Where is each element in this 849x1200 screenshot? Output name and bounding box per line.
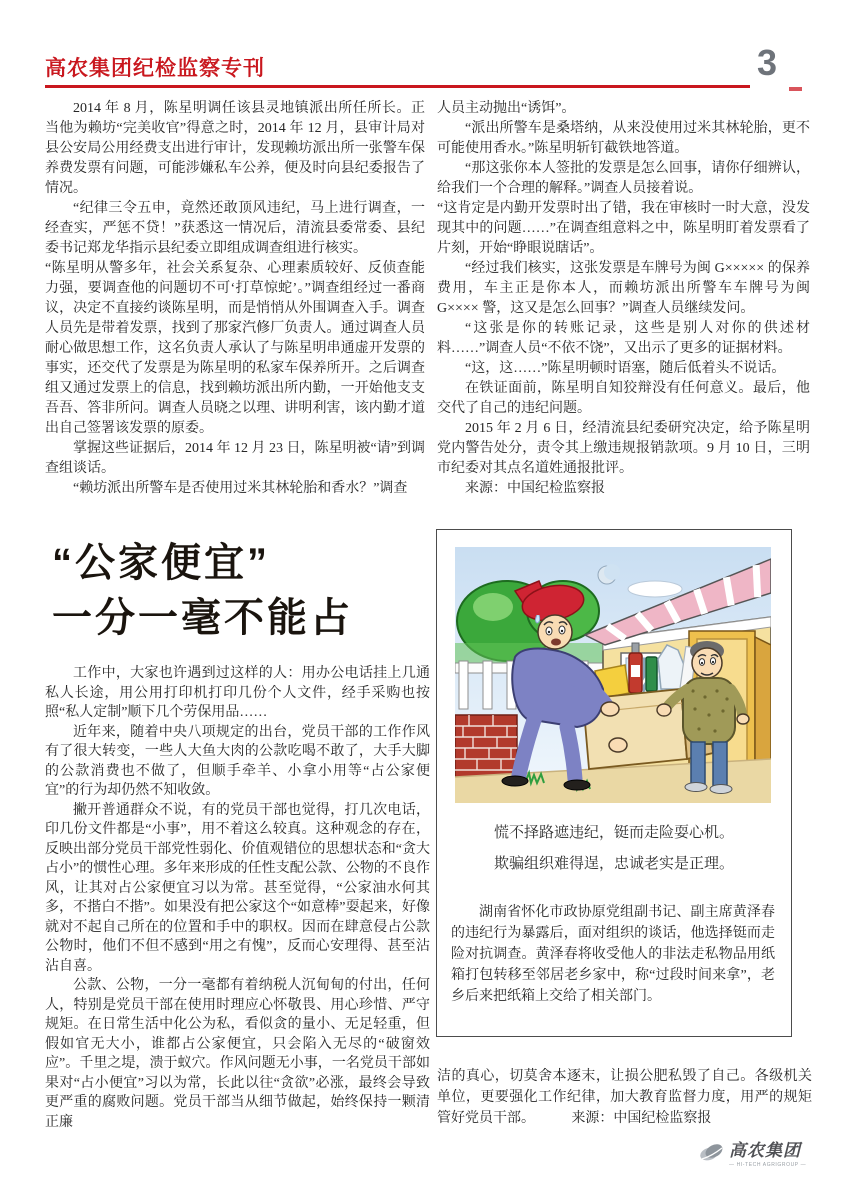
caption-line-2: 欺骗组织难得逞，忠诚老实是正理。 — [493, 856, 734, 872]
cartoon-box — [436, 529, 792, 1037]
paragraph: 撇开普通群众不说，有的党员干部也觉得，打几次电话，印几份文件都是“小事”，用不着这么较真。这种观念的存在，反映出部分党员干部党性弱化、价值观错位的思想状态和“贪大占小”的惯性心理。多年来形成的任性支配公款、公物的不良作风，让其对占公家便宜习以为常。甚至觉得，“公家油水何其多，不揩白不揩”。如果没有把公家这个“如意棒”耍起来，好像就对不起自己所在的位置和手中的职权。因而在肆意侵占公款公物时，他们不但不感到“用之有愧”，反而心安理得、甚至沾沾自喜。 — [45, 802, 430, 974]
paragraph: “经过我们核实，这张发票是车牌号为闽 G××××× 的保养费用，车主正是你本人，而赖坊派出所警车车牌号为闽 G×××× 警，这又是怎么回事？”调查人员继续发问。 — [437, 261, 810, 316]
brick-wall — [455, 715, 517, 781]
closing-source: 来源：中国纪检监察报 — [571, 1111, 712, 1126]
article1-right-column — [437, 99, 810, 513]
footer-logo-text: 高农集团 — [729, 1141, 801, 1160]
closing-text: 洁的真心，切莫舍本逐末，让损公肥私毁了自己。各级机关单位，更要强化工作纪律，加大教育监督力度，用严的规矩管好党员干部。 — [437, 1069, 812, 1126]
paragraph: 在铁证面前，陈星明自知狡辩没有任何意义。最后，他交代了自己的违纪问题。 — [437, 381, 810, 416]
footer-logo-subtext: — HI-TECH AGRIGROUP — — [729, 1162, 807, 1168]
paragraph: 工作中，大家也许遇到过这样的人：用办公电话挂上几通私人长途，用公用打印机打印几份个人文件，经手采购也按照“私人定制”顺下几个劳保用品…… — [45, 666, 430, 720]
footer-logo — [698, 1136, 828, 1168]
paragraph: 公款、公物，一分一毫都有着纳税人沉甸甸的付出，任何人，特别是党员干部在使用时理应心怀敬畏、用心珍惜、严守规矩。在日常生活中化公为私，看似贪的量小、无足轻重，但假如官无大小，谁都占公家便宜，只会陷入无尽的“破窗效应”。千里之堤，溃于蚁穴。作风问题无小事，一名党员干部如果对“占小便宜”习以为常，长此以往“贪欲”必涨，最终会导致更严重的腐败问题。党员干部当从细节做起，始终保持一颗清正廉 — [45, 978, 430, 1130]
article2-headline — [52, 536, 442, 646]
paragraph: “派出所警车是桑塔纳，从来没使用过米其林轮胎，更不可能使用香水。”陈星明斩钉截铁地答道。 — [437, 121, 810, 156]
paragraph: “这，这……”陈星明顿时语塞，随后低着头不说话。 — [465, 361, 786, 376]
paragraph: 人员主动抛出“诱饵”。 — [437, 101, 576, 116]
paragraph: “纪律三令五申，竟然还敢顶风违纪，马上进行调查，一经查实，严惩不贷！”获悉这一情况后，清流县委常委、县纪委书记郑龙华指示县纪委立即组成调查组进行核实。 — [45, 201, 425, 256]
paragraph: 掌握这些证据后，2014 年 12 月 23 日，陈星明被“请”到调查组谈话。 — [45, 441, 425, 476]
page-number-underline — [789, 87, 802, 91]
paragraph: “陈星明从警多年，社会关系复杂、心理素质较好、反侦查能力强，要调查他的问题切不可‘打草惊蛇’。”调查组经过一番商议，决定不直接约谈陈星明，而是悄悄从外围调查入手。调查人员先是带着发票，找到了那家汽修厂负责人。通过调查人员耐心做思想工作，这名负责人承认了与陈星明串通虚开发票的事实，还交代了发票是为陈星明的私家车保养所开。之后调查组又通过发票上的信息，找到赖坊派出所内勤，一开始他支支吾吾、答非所问。调查人员晓之以理、讲明利害，该内勤才道出自己签署该发票的原委。 — [45, 261, 425, 436]
paragraph: 来源：中国纪检监察报 — [465, 481, 605, 496]
article2-closing — [437, 1066, 812, 1129]
paragraph: 2015 年 2 月 6 日，经清流县纪委研究决定，给予陈星明党内警告处分，责令其上缴违规报销款项。9 月 10 日，三明市纪委对其点名道姓通报批评。 — [437, 421, 810, 476]
box-caption — [437, 818, 791, 880]
caption-line-1: 慌不择路遮违纪，铤而走险耍心机。 — [493, 825, 734, 841]
cartoon-illustration — [455, 547, 771, 803]
page-number: 3 — [757, 42, 778, 83]
article2-left-column — [45, 664, 430, 1148]
headline-line-2: 一分一毫不能占 — [52, 596, 353, 640]
paragraph: 近年来，随着中央八项规定的出台，党员干部的工作作风有了很大转变，一些人大鱼大肉的公款吃喝不敢了，大手大脚的公款消费也不做了，但顺手牵羊、小拿小用等“占公家便宜”的行为却仍然不知收敛。 — [45, 724, 430, 798]
paragraph: “那这张你本人签批的发票是怎么回事，请你仔细辨认，给我们一个合理的解释。”调查人员接着说。 — [437, 161, 810, 196]
paragraph: “这肯定是内勤开发票时出了错，我在审核时一时大意，没发现其中的问题……”在调查组意料之中，陈星明盯着发票看了片刻，开始“睁眼说瞎话”。 — [437, 201, 810, 256]
box-paragraph: 湖南省怀化市政协原党组副书记、副主席黄泽春的违纪行为暴露后，面对组织的谈话，他选择铤而走险对抗调查。黄泽春将收受他人的非法走私物品用纸箱打包转移至邻居老乡家中，称“过段时间来拿”，老乡后来把纸箱上交给了相关部门。 — [451, 905, 775, 1004]
paragraph: “这张是你的转账记录，这些是别人对你的供述材料……”调查人员“不依不饶”，又出示了更多的证据材料。 — [437, 321, 810, 356]
headline-line-1: “公家便宜” — [52, 541, 270, 585]
masthead-title: 高农集团纪检监察专刊 — [45, 57, 265, 80]
article1-left-column — [45, 99, 425, 505]
paragraph: 2014 年 8 月，陈星明调任该县灵地镇派出所任所长。正当他为赖坊“完美收官”得意之时，2014 年 12 月，县审计局对县公安局公用经费支出进行审计，发现赖坊派出所一张警车保养费发票有问题，可能涉嫌私车公养，便及时向县纪委报告了情况。 — [45, 101, 425, 196]
leaf-logo-icon — [698, 1142, 724, 1162]
paragraph: “赖坊派出所警车是否使用过米其林轮胎和香水？”调查 — [73, 481, 408, 496]
masthead-rule — [45, 85, 750, 88]
